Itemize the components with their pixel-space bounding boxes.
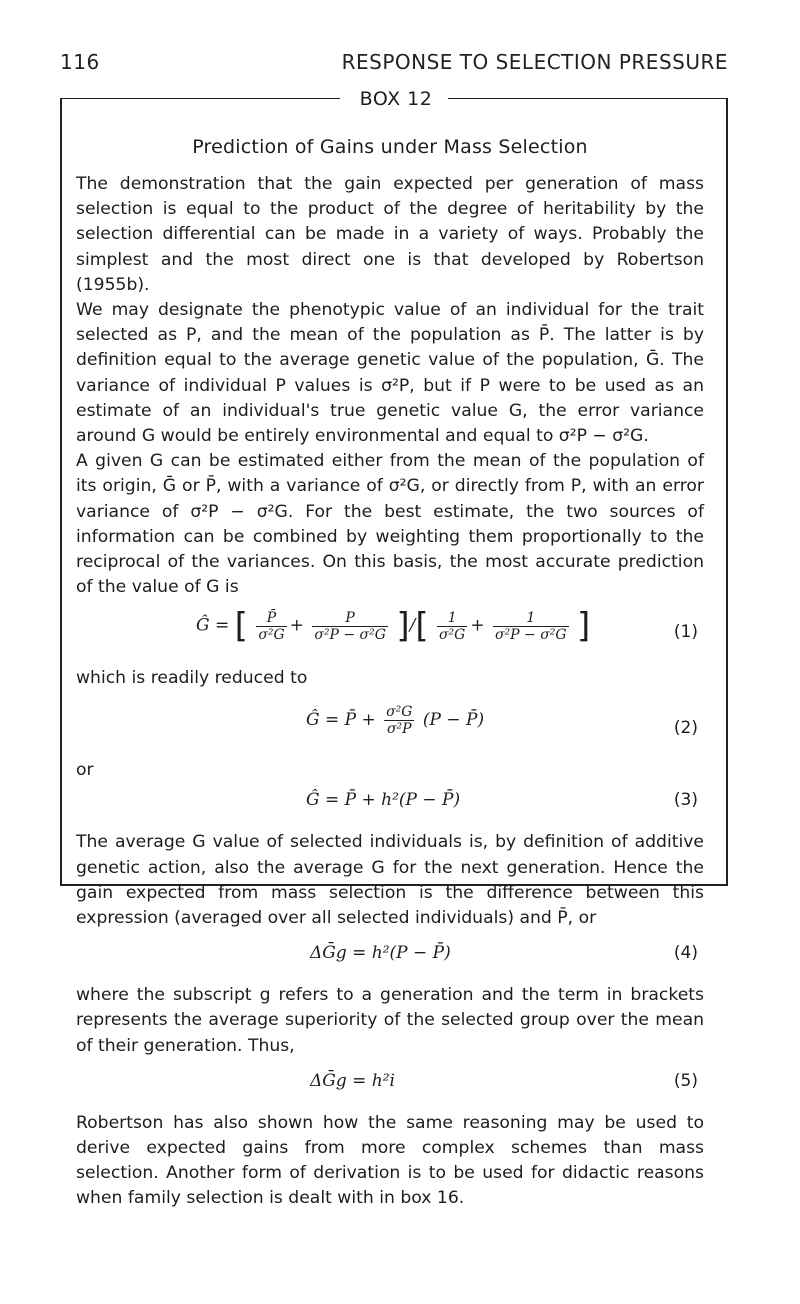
eq1-number: (1) [673, 622, 698, 643]
box-12 [60, 98, 728, 1209]
eq2-lhs: Ĝ = P̄ + [306, 710, 376, 731]
box-content [76, 98, 704, 1212]
running-header [60, 50, 728, 78]
equation-3 [76, 790, 704, 830]
eq1-lhs: Ĝ = [196, 615, 230, 636]
eq4-number: (4) [673, 943, 698, 964]
paragraph-5: where the subscript g refers to a generation and the term in brackets represents the average superiority of the selected group over the mean of their generation. Thus, [76, 985, 704, 1056]
paragraph-6: Robertson has also shown how the same reasoning may be used to derive expected gains from more complex schemes than mass selection. Another form of derivation is to be used for didactic reasons when family selection is dealt with in box 16. [76, 1112, 704, 1209]
equation-1: Ĝ = [ $\frac{P̄}{\text{σ²G}}$ + $\frac{P}{\text{σ²P − σ²G}}$ ]/[ $\frac{1}{\text{σ²G}}$ + $\frac{1}{\text{σ²P − σ²G}}$ ] (1) [196, 606, 698, 647]
eq3-number: (3) [673, 790, 698, 811]
equation-2: Ĝ = P̄ + $\frac{\text{σ²G}}{\text{σ²P}}$ (P − P̄) (2) [306, 704, 698, 739]
box-title: Prediction of Gains under Mass Selection [192, 136, 588, 158]
paragraph-3: A given G can be estimated either from the mean of the population of its origin, Ḡ or P̄, with a variance of σ²G, or directly from P, with an error variance of σ²P − σ²G. For the best estimate, the two sources of information can be combined by weighting them proportionally to the reciprocal of the variances. On this basis, the most accurate prediction of the value of G is [76, 451, 704, 598]
eq5-number: (5) [673, 1070, 698, 1091]
equation-5 [76, 1071, 704, 1111]
paragraph-1: The demonstration that the gain expected per generation of mass selection is equal to the product of the degree of heritability by the selection differential can be made in a variety of ways. Probably the simplest and the most direct one is that developed by Robertson (1955b). [76, 174, 704, 295]
lead-2: which is readily reduced to [76, 668, 308, 689]
eq4-text: ΔḠg = h²(P − P̄) [310, 943, 451, 964]
eq3-text: Ĝ = P̄ + h²(P − P̄) [306, 790, 461, 811]
paragraph-4: The average G value of selected individuals is, by definition of additive genetic action, also the average G for the next generation. Hence the gain expected from mass selection is the difference between this expression (averaged over all selected individuals) and P̄, or [76, 832, 704, 929]
eq5-text: ΔḠg = h²i [310, 1070, 395, 1091]
page-number: 116 [60, 50, 100, 74]
paragraph-2: We may designate the phenotypic value of an individual for the trait selected as P, and the mean of the population as P̄. The latter is by definition equal to the average genetic value of the population, Ḡ. The variance of individual P values is σ²P, but if P were to be used as an estimate of an individual's true genetic value G, the error variance around G would be entirely environmental and equal to σ²P − σ²G. [76, 300, 704, 447]
box-label: BOX 12 [359, 88, 433, 110]
eq2-number: (2) [673, 718, 698, 739]
running-title: RESPONSE TO SELECTION PRESSURE [341, 50, 728, 74]
equation-4 [76, 943, 704, 983]
lead-3: or [76, 760, 94, 781]
eq2-rhs: (P − P̄) [422, 710, 485, 731]
